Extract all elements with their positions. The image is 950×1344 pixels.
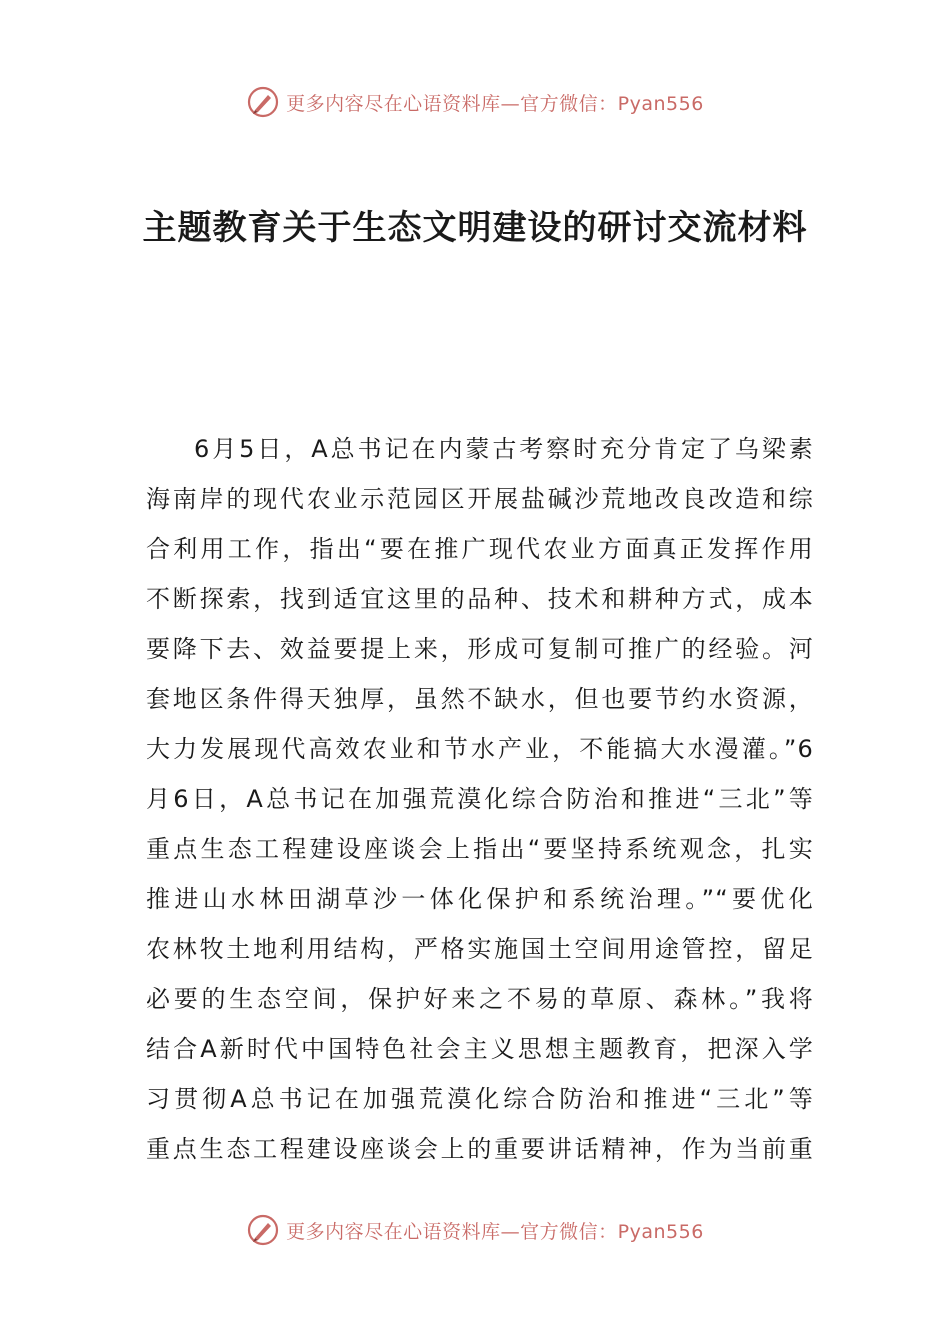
document-body <box>146 424 814 1174</box>
body-text-line: 套地区条件得天独厚，虽然不缺水，但也要节约水资源， <box>146 685 814 713</box>
body-text-line: 重点生态工程建设座谈会上的重要讲话精神，作为当前重 <box>146 1135 814 1163</box>
body-text-line: 习贯彻A总书记在加强荒漠化综合防治和推进“三北”等 <box>146 1085 814 1113</box>
body-text-line: 必要的生态空间，保护好来之不易的草原、森林。”我将 <box>146 985 814 1013</box>
body-text-line: 结合A新时代中国特色社会主义思想主题教育，把深入学 <box>146 1035 814 1063</box>
wechat-id: Pyan556 <box>617 1220 704 1243</box>
document-title: 主题教育关于生态文明建设的研讨交流材料 <box>142 208 808 248</box>
footer-watermark-banner <box>0 1212 950 1248</box>
body-text-line: 要降下去、效益要提上来，形成可复制可推广的经验。河 <box>146 635 814 663</box>
body-text-line: 不断探索，找到适宜这里的品种、技术和耕种方式，成本 <box>146 585 814 613</box>
body-text-line: 推进山水林田湖草沙一体化保护和系统治理。”“要优化 <box>146 885 814 913</box>
body-text-line: 海南岸的现代农业示范园区开展盐碱沙荒地改良改造和综 <box>146 485 814 513</box>
body-text-line: 农林牧土地利用结构，严格实施国土空间用途管控，留足 <box>146 935 814 963</box>
body-text-line: 重点生态工程建设座谈会上指出“要坚持系统观念，扎实 <box>146 835 814 863</box>
pen-logo-icon <box>246 85 280 119</box>
body-text-line: 月6日，A总书记在加强荒漠化综合防治和推进“三北”等 <box>146 785 814 813</box>
header-watermark-banner <box>0 84 950 120</box>
watermark-text: 更多内容尽在心语资料库—官方微信：Pyan556 <box>286 1220 704 1243</box>
body-text-line: 6月5日，A总书记在内蒙古考察时充分肯定了乌梁素 <box>194 435 814 463</box>
body-text-line: 大力发展现代高效农业和节水产业，不能搞大水漫灌。”6 <box>146 735 814 763</box>
pen-logo-icon <box>246 1213 280 1247</box>
wechat-id: Pyan556 <box>617 92 704 115</box>
body-text-line: 合利用工作，指出“要在推广现代农业方面真正发挥作用 <box>146 535 814 563</box>
watermark-text: 更多内容尽在心语资料库—官方微信：Pyan556 <box>286 92 704 115</box>
